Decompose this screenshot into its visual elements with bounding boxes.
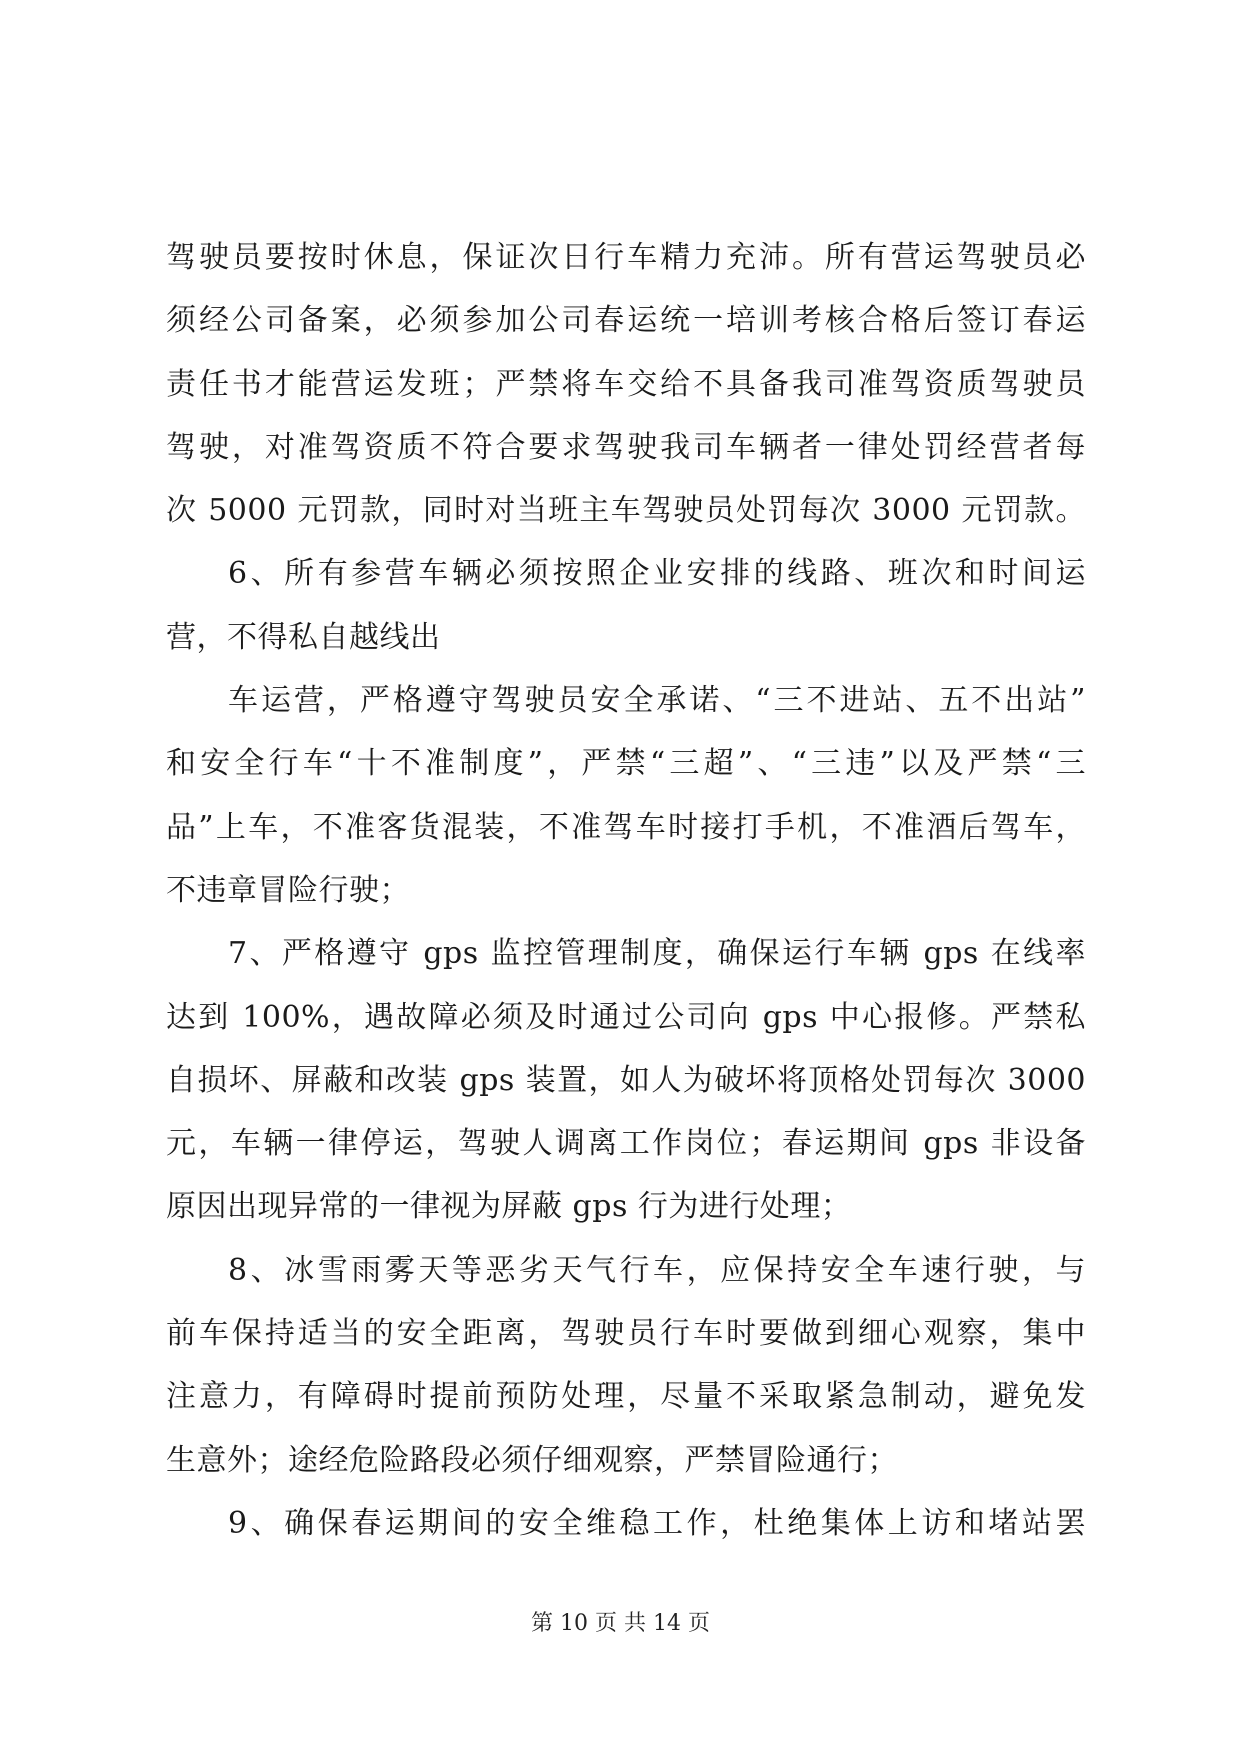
text-line: 自损坏、屏蔽和改装 gps 装置，如人为破坏将顶格处罚每次 3000 [166,1062,1086,1098]
text-line: 不违章冒险行驶； [166,872,410,908]
text-line: 驾驶员要按时休息，保证次日行车精力充沛。所有营运驾驶员必 [166,240,1086,275]
text-line: 驾驶，对准驾资质不符合要求驾驶我司车辆者一律处罚经营者每 [166,429,1086,465]
text-line: 营，不得私自越线出 [166,619,441,655]
text-line: 7、严格遵守 gps 监控管理制度，确保运行车辆 gps 在线率 [228,936,1086,972]
text-line: 达到 100%，遇故障必须及时通过公司向 gps 中心报修。严禁私 [166,999,1086,1035]
text-line: 车运营，严格遵守驾驶员安全承诺、“三不进站、五不出站” [228,683,1086,719]
page-footer: 第 10 页 共 14 页 [531,1611,710,1636]
text-line: 责任书才能营运发班；严禁将车交给不具备我司准驾资质驾驶员 [166,366,1086,402]
text-line: 品”上车，不准客货混装，不准驾车时接打手机，不准酒后驾车， [166,809,1086,845]
text-line: 6、所有参营车辆必须按照企业安排的线路、班次和时间运 [228,556,1086,592]
text-line: 前车保持适当的安全距离，驾驶员行车时要做到细心观察，集中 [166,1316,1086,1352]
text-line: 和安全行车“十不准制度”，严禁“三超”、“三违”以及严禁“三 [166,746,1086,782]
text-line: 9、确保春运期间的安全维稳工作，杜绝集体上访和堵站罢 [228,1505,1086,1541]
body-text [166,226,1086,1555]
text-line: 注意力，有障碍时提前预防处理，尽量不采取紧急制动，避免发 [166,1379,1086,1415]
text-line: 原因出现异常的一律视为屏蔽 gps 行为进行处理； [166,1189,852,1225]
text-line: 元，车辆一律停运，驾驶人调离工作岗位；春运期间 gps 非设备 [166,1126,1086,1162]
text-line: 次 5000 元罚款，同时对当班主车驾驶员处罚每次 3000 元罚款。 [166,493,1086,529]
text-line: 生意外；途经危险路段必须仔细观察，严禁冒险通行； [166,1442,898,1478]
text-line: 须经公司备案，必须参加公司春运统一培训考核合格后签订春运 [166,303,1086,339]
text-line: 8、冰雪雨雾天等恶劣天气行车，应保持安全车速行驶，与 [228,1252,1086,1288]
